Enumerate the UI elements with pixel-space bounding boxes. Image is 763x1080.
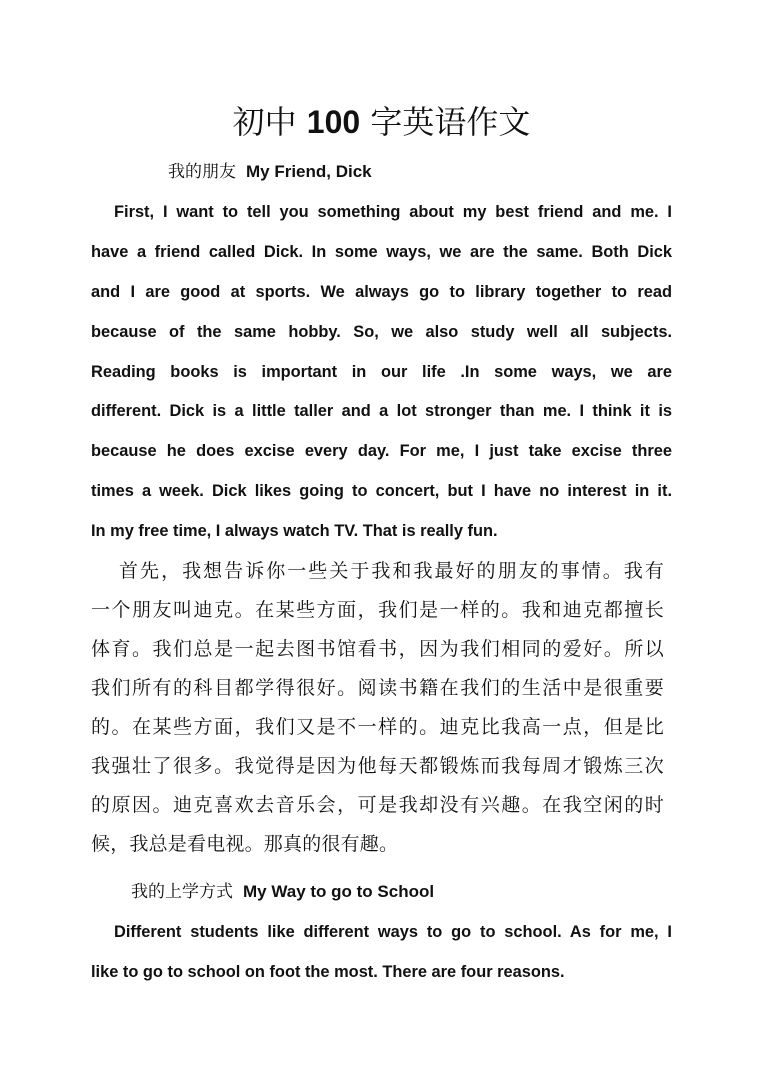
essay1-chinese-line: 首先，我想告诉你一些关于我和我最好的朋友的事情。我有	[119, 560, 664, 582]
essay1-english-line: times a week. Dick likes going to concert, but I have no interest in it.	[91, 482, 672, 500]
essay1-heading-zh: 我的朋友	[168, 162, 236, 182]
essay1-english-line: because he does excise every day. For me, I just take excise three	[91, 442, 672, 460]
essay2-heading	[131, 880, 434, 904]
title-suffix: 字英语作文	[370, 103, 531, 141]
title-number: 100	[306, 104, 361, 140]
essay1-chinese-line: 我们所有的科目都学得很好。阅读书籍在我们的生活中是很重要	[91, 677, 664, 699]
essay1-english-line: Reading books is important in our life .In some ways, we are	[91, 363, 672, 381]
essay1-heading-en: My Friend, Dick	[246, 162, 372, 181]
essay1-english-line: First, I want to tell you something about my best friend and me. I	[114, 203, 672, 221]
document-title	[0, 98, 763, 146]
essay1-chinese-line: 的。在某些方面，我们又是不一样的。迪克比我高一点，但是比	[91, 716, 664, 738]
essay1-chinese-line: 候，我总是看电视。那真的很有趣。	[91, 833, 399, 855]
essay2-heading-en: My Way to go to School	[243, 882, 435, 901]
essay1-chinese-line: 一个朋友叫迪克。在某些方面，我们是一样的。我和迪克都擅长	[91, 599, 664, 621]
essay1-english-line: have a friend called Dick. In some ways, we are the same. Both Dick	[91, 243, 672, 261]
essay1-english-line: In my free time, I always watch TV. That is really fun.	[91, 522, 498, 540]
essay1-chinese-line: 的原因。迪克喜欢去音乐会，可是我却没有兴趣。在我空闲的时	[91, 794, 664, 816]
essay1-heading	[168, 160, 372, 184]
essay2-english-line: Different students like different ways to go to school. As for me, I	[114, 923, 672, 941]
essay2-heading-zh: 我的上学方式	[131, 882, 233, 902]
essay1-chinese-line: 体育。我们总是一起去图书馆看书，因为我们相同的爱好。所以	[91, 638, 664, 660]
essay1-english-line: because of the same hobby. So, we also study well all subjects.	[91, 323, 672, 341]
title-prefix: 初中	[232, 103, 297, 141]
essay1-english-line: different. Dick is a little taller and a lot stronger than me. I think it is	[91, 402, 672, 420]
essay1-english-line: and I are good at sports. We always go to library together to read	[91, 283, 672, 301]
essay1-chinese-line: 我强壮了很多。我觉得是因为他每天都锻炼而我每周才锻炼三次	[91, 755, 664, 777]
essay2-english-line: like to go to school on foot the most. There are four reasons.	[91, 963, 565, 981]
